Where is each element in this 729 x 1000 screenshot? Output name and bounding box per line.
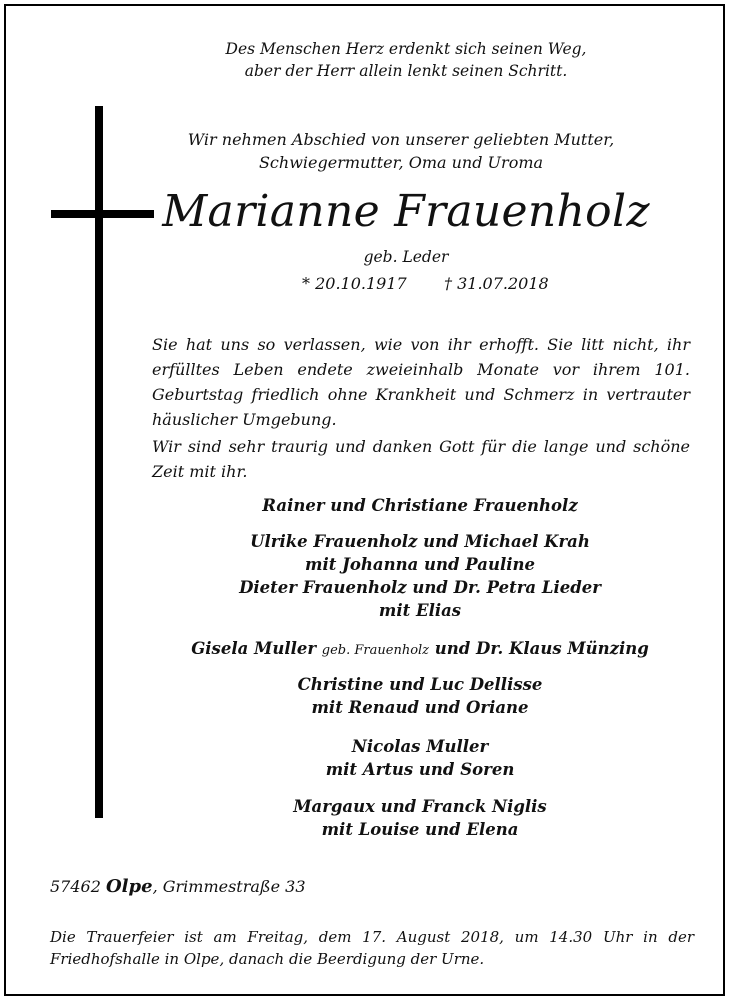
mourner-name: Gisela Muller	[191, 639, 317, 658]
death-date: † 31.07.2018	[444, 274, 549, 293]
address-city: Olpe	[106, 876, 153, 897]
mourner-line: Ulrike Frauenholz und Michael Krah	[250, 532, 590, 551]
tribute-paragraph-1: Sie hat uns so verlassen, wie von ihr erhofft. Sie litt nicht, ihr erfülltes Leben endete zweieinhalb Monate vor ihrem 101. Geburtstag friedlich ohne Krankheit und Schmerz in vertrauter häuslicher Umgebung.	[152, 335, 690, 429]
mourner-line: mit Elias	[378, 601, 462, 620]
bible-verse-line-2: aber der Herr allein lenkt seinen Schritt.	[244, 62, 568, 80]
maiden-name: geb. Leder	[363, 248, 449, 266]
farewell-intro-line-1: Wir nehmen Abschied von unserer geliebten Mutter,	[187, 130, 615, 149]
mourner-line: mit Renaud und Oriane	[311, 698, 529, 717]
mourner-partner: und Dr. Klaus Münzing	[434, 639, 649, 658]
farewell-intro-line-2: Schwiegermutter, Oma und Uroma	[258, 153, 544, 172]
address-street: , Grimmestraße 33	[152, 877, 306, 896]
birth-date: * 20.10.1917	[302, 274, 407, 293]
mourner-group-4	[156, 673, 684, 719]
bible-verse-line-1: Des Menschen Herz erdenkt sich seinen Weg,	[225, 40, 587, 58]
deceased-name: Marianne Frauenholz	[162, 186, 650, 237]
mourner-line: Christine und Luc Dellisse	[297, 675, 543, 694]
cross-bar	[51, 210, 154, 218]
address-zip: 57462	[50, 877, 101, 896]
mourner-group-6	[156, 795, 684, 841]
mourner-group-5	[156, 735, 684, 781]
mourner-line: Dieter Frauenholz und Dr. Petra Lieder	[239, 578, 601, 597]
mourner-line: mit Louise und Elena	[321, 820, 519, 839]
mourner-group-3	[156, 637, 684, 662]
bible-verse	[206, 38, 606, 82]
funeral-service-notice: Die Trauerfeier ist am Freitag, dem 17. August 2018, um 14.30 Uhr in der Friedhofshalle in Olpe, danach die Beerdigung der Urne.	[50, 928, 694, 968]
mourner-line: Margaux und Franck Niglis	[293, 797, 547, 816]
mourner-line: Nicolas Muller	[351, 737, 489, 756]
address	[50, 876, 306, 897]
tribute-paragraph-2: Wir sind sehr traurig und danken Gott für die lange und schöne Zeit mit ihr.	[152, 437, 690, 481]
mourner-nee: geb. Frauenholz	[321, 643, 430, 658]
mourner-line: mit Johanna und Pauline	[305, 555, 535, 574]
mourner-group-2	[156, 530, 684, 622]
mourner-line: Rainer und Christiane Frauenholz	[262, 496, 578, 515]
mourner-group-1	[156, 494, 684, 517]
obituary-frame	[4, 4, 725, 996]
farewell-intro	[186, 128, 616, 174]
mourner-line: mit Artus und Soren	[325, 760, 515, 779]
